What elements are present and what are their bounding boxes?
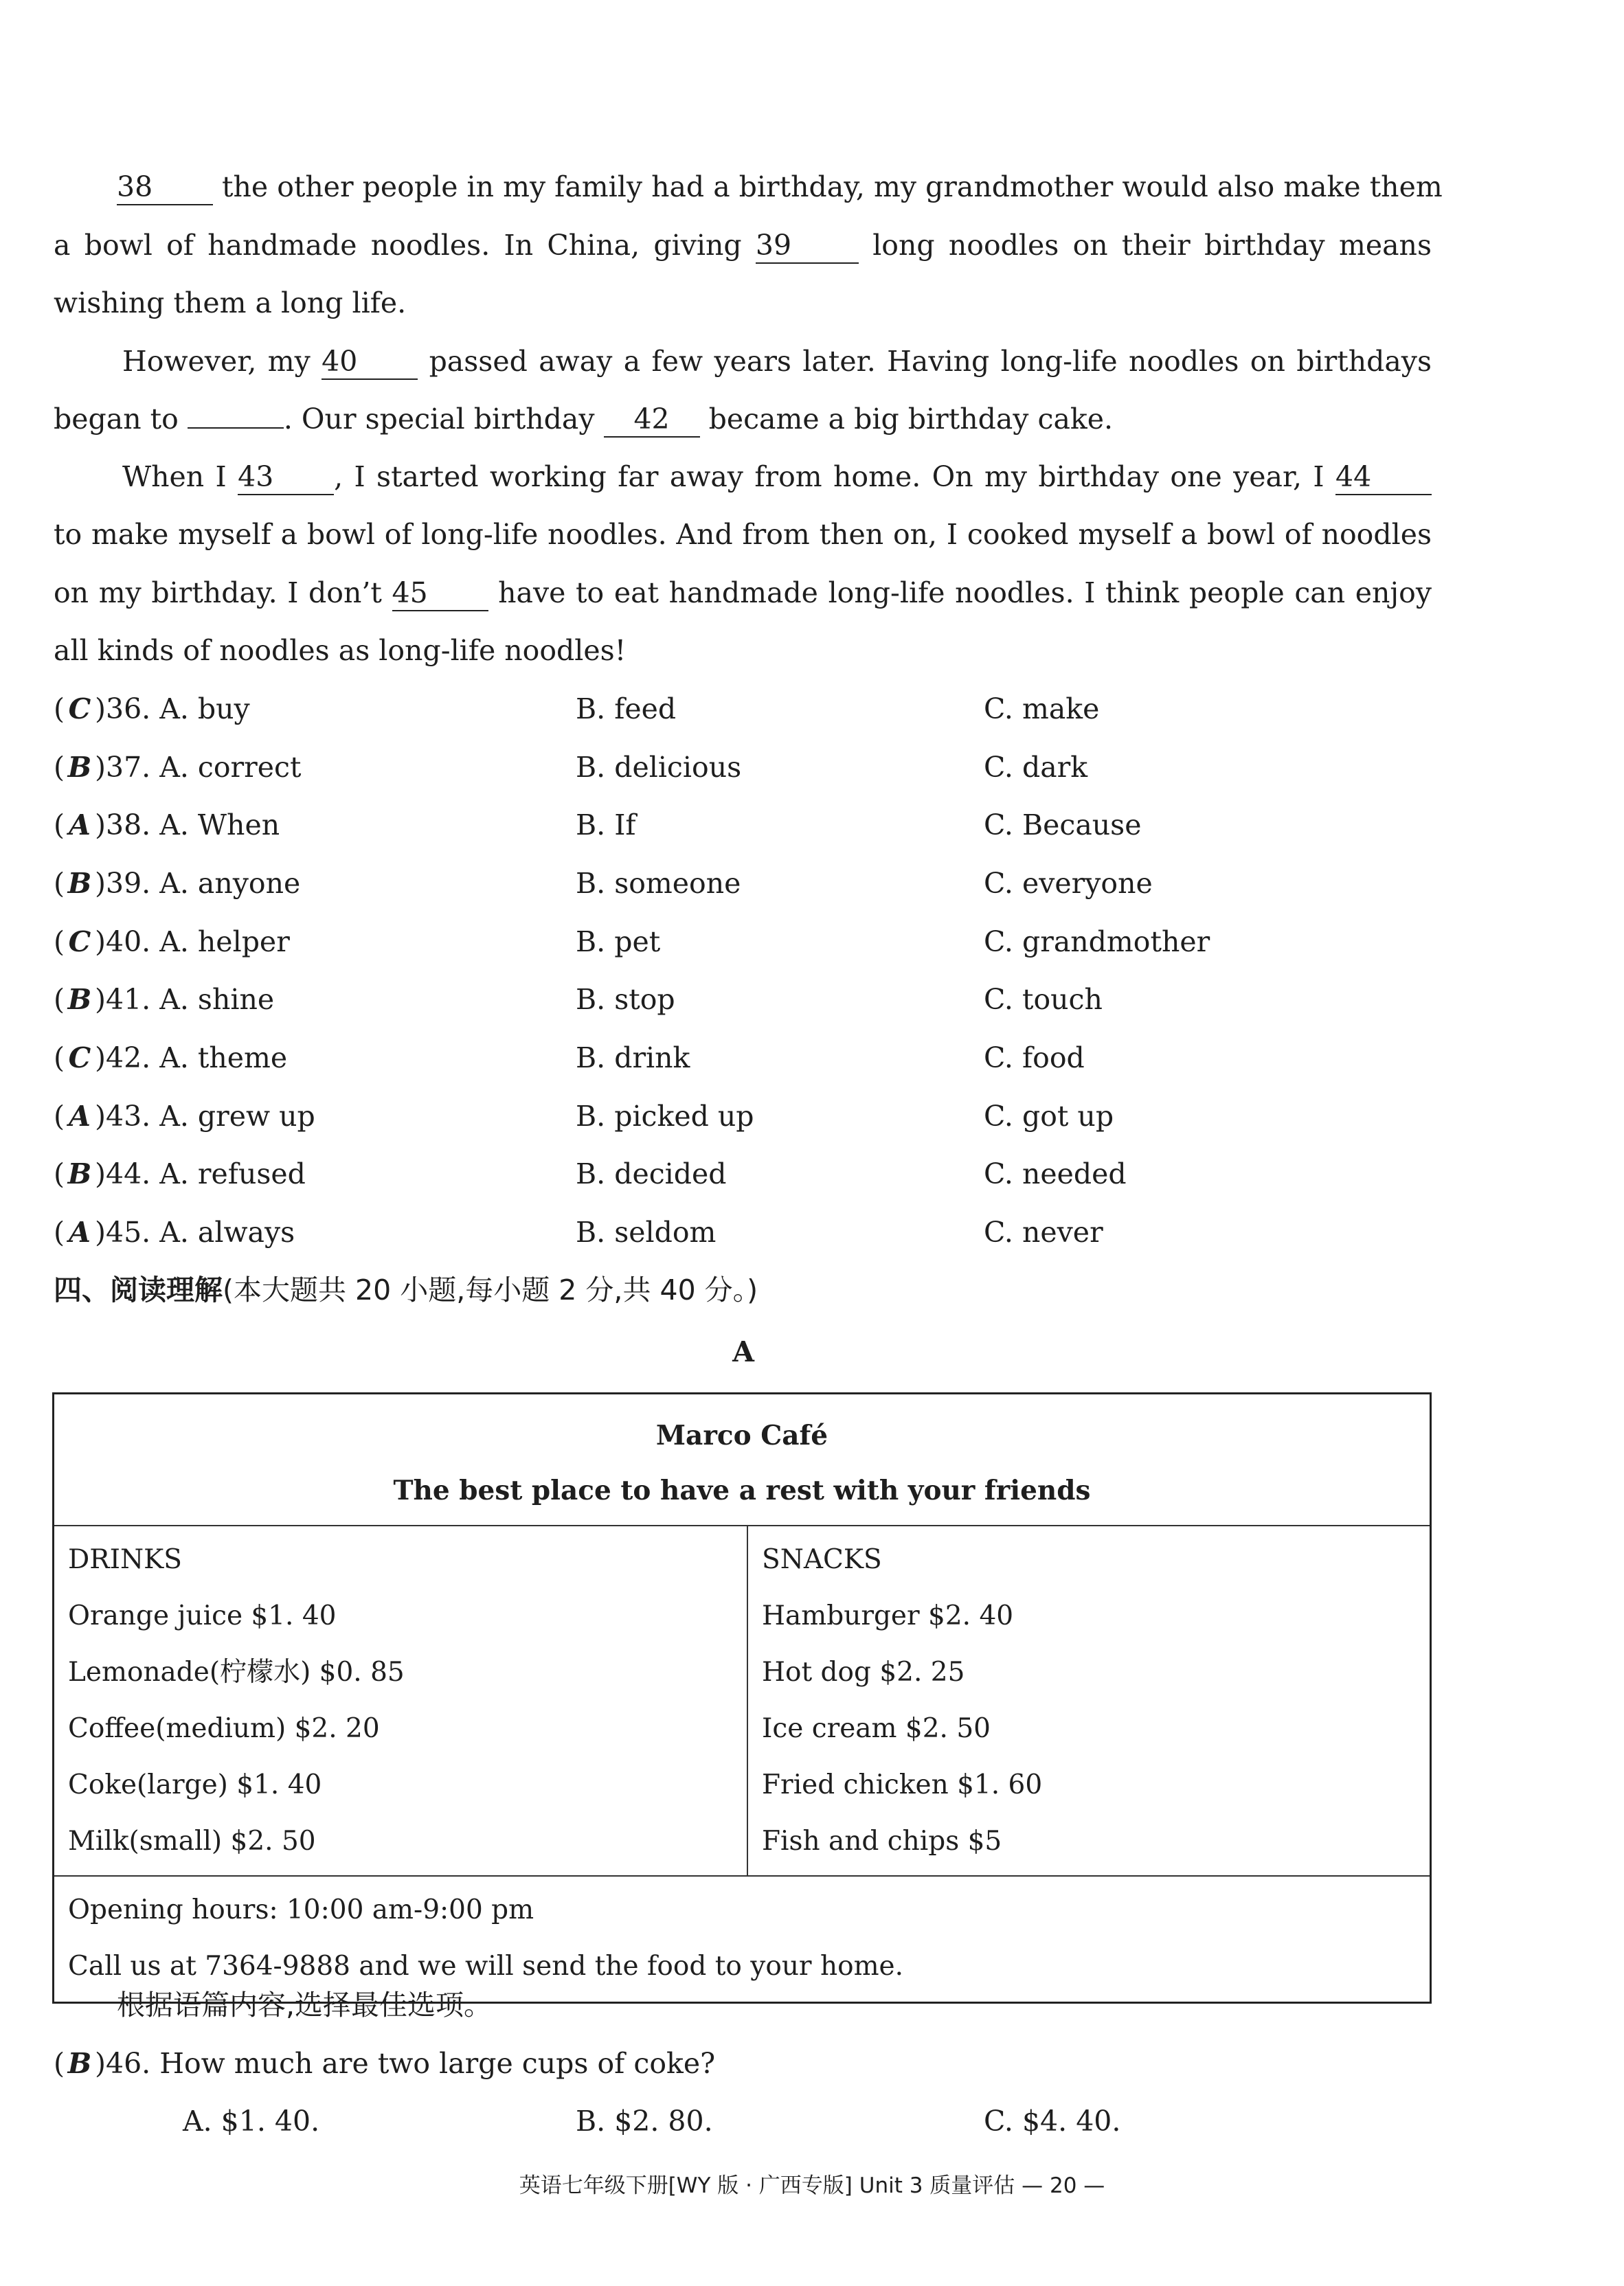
answer-mark: B (67, 983, 92, 1016)
answer-mark: C (68, 925, 91, 958)
passage-text: long noodles on their birthday means (872, 229, 1432, 262)
question-44: ( B )44. A. refused (54, 1153, 306, 1195)
passage-line-2 (54, 225, 1432, 266)
question-stem: )46. How much are two large cups of coke? (95, 2047, 716, 2080)
passage-line-5 (54, 398, 1432, 440)
drink-item: Coffee(medium) $2. 20 (68, 1713, 380, 1744)
question-45: ( A )45. A. always (54, 1212, 295, 1253)
question-36: ( C )36. A. buy (54, 688, 250, 729)
question-stem: )40. A. helper (95, 925, 290, 958)
passage-text: a bowl of handmade noodles. In China, giving (54, 229, 742, 262)
passage-line-4 (122, 341, 1432, 382)
snack-item: Fish and chips $5 (762, 1826, 1002, 1857)
blank-39: 39 (756, 228, 859, 264)
answer-mark: B (67, 2047, 92, 2080)
drink-item: Orange juice $1. 40 (68, 1600, 337, 1631)
page-footer: 英语七年级下册[WY 版 · 广西专版] Unit 3 质量评估 — 20 — (519, 2173, 1105, 2198)
option-b: B. $2. 80. (576, 2105, 713, 2138)
answer-mark: B (67, 1157, 92, 1190)
answer-mark: A (69, 1216, 91, 1249)
snacks-column (747, 1526, 1431, 1876)
answer-mark: A (69, 1100, 91, 1133)
blank-38: 38 (117, 170, 213, 205)
option-c: C. grandmother (984, 925, 1210, 958)
passage-line-6 (122, 456, 1432, 497)
option-b: B. drink (576, 1041, 690, 1074)
passage-line-8 (54, 572, 1432, 613)
option-c: C. dark (984, 751, 1088, 784)
cafe-menu-table (52, 1392, 1432, 2004)
question-41: ( B )41. A. shine (54, 979, 274, 1020)
option-b: B. someone (576, 867, 741, 900)
option-c: C. everyone (984, 867, 1153, 900)
option-c: C. never (984, 1216, 1103, 1249)
option-b: B. decided (576, 1157, 727, 1190)
passage-text: the other people in my family had a birthday, my grandmother would also make them (222, 170, 1443, 203)
question-39: ( B )39. A. anyone (54, 863, 300, 904)
blank-40: 40 (322, 344, 418, 380)
section-title: 四、阅读理解 (54, 1274, 223, 1306)
passage-text: passed away a few years later. Having long-life noodles on birthdays (429, 345, 1432, 378)
passage-text: have to eat handmade long-life noodles. I think people can enjoy (498, 576, 1432, 609)
question-stem: )42. A. theme (95, 1041, 288, 1074)
snack-item: Hot dog $2. 25 (762, 1657, 965, 1688)
option-c: C. touch (984, 983, 1103, 1016)
option-b: B. If (576, 808, 636, 841)
passage-line-9: all kinds of noodles as long-life noodles! (54, 634, 627, 667)
menu-footer (54, 1876, 1431, 2003)
section-description: (本大题共 20 小题,每小题 2 分,共 40 分。) (223, 1274, 758, 1306)
part-title: A (732, 1335, 754, 1368)
delivery-info: Call us at 7364-9888 and we will send the food to your home. (68, 1951, 904, 1982)
option-c: C. food (984, 1041, 1085, 1074)
blank-41 (188, 427, 284, 429)
passage-text: , I started working far away from home. On my birthday one year, I (334, 460, 1324, 493)
question-stem: )37. A. correct (95, 751, 302, 784)
drinks-header: DRINKS (68, 1544, 183, 1575)
opening-hours: Opening hours: 10:00 am-9:00 pm (68, 1894, 534, 1925)
question-43: ( A )43. A. grew up (54, 1096, 315, 1137)
passage-text: However, my (122, 345, 311, 378)
option-c: C. make (984, 692, 1100, 725)
passage-text: began to (54, 403, 179, 435)
answer-mark: C (68, 692, 91, 725)
question-stem: )41. A. shine (95, 983, 275, 1016)
drinks-column (54, 1526, 748, 1876)
passage-text: When I (122, 460, 227, 493)
question-stem: )45. A. always (95, 1216, 295, 1249)
question-38: ( A )38. A. When (54, 804, 280, 846)
passage-line-1 (117, 166, 1443, 207)
snack-item: Ice cream $2. 50 (762, 1713, 991, 1744)
option-b: B. delicious (576, 751, 742, 784)
question-stem: )39. A. anyone (95, 867, 301, 900)
question-stem: )38. A. When (95, 808, 280, 841)
drink-item: Lemonade(柠檬水) $0. 85 (68, 1657, 405, 1688)
passage-text: . Our special birthday (283, 403, 595, 435)
answer-mark: A (69, 808, 91, 841)
cafe-name: Marco Café (655, 1420, 828, 1451)
answer-mark: B (67, 867, 92, 900)
option-c: C. needed (984, 1157, 1127, 1190)
passage-line-7: to make myself a bowl of long-life noodles. And from then on, I cooked myself a bowl of noodles (54, 518, 1432, 551)
passage-text: became a big birthday cake. (708, 403, 1114, 435)
option-b: B. picked up (576, 1100, 754, 1133)
menu-header (54, 1394, 1431, 1526)
question-stem: )43. A. grew up (95, 1100, 315, 1133)
section-heading (54, 1269, 758, 1311)
question-stem: )44. A. refused (95, 1157, 306, 1190)
question-46: ( B )46. How much are two large cups of coke? (54, 2043, 715, 2084)
instruction: 根据语篇内容,选择最佳选项。 (117, 1989, 493, 2022)
snack-item: Hamburger $2. 40 (762, 1600, 1014, 1631)
question-stem: )36. A. buy (95, 692, 250, 725)
option-a: A. $1. 40. (183, 2105, 320, 2138)
answer-mark: B (67, 751, 92, 784)
option-c: C. got up (984, 1100, 1114, 1133)
question-37: ( B )37. A. correct (54, 747, 301, 788)
answer-mark: C (68, 1041, 91, 1074)
option-b: B. feed (576, 692, 677, 725)
blank-45: 45 (392, 576, 488, 611)
option-b: B. stop (576, 983, 675, 1016)
blank-42: 42 (604, 402, 700, 438)
cafe-slogan: The best place to have a rest with your friends (393, 1475, 1091, 1506)
option-b: B. seldom (576, 1216, 717, 1249)
blank-44: 44 (1335, 460, 1432, 495)
question-42: ( C )42. A. theme (54, 1037, 287, 1078)
blank-43: 43 (238, 460, 334, 495)
snacks-header: SNACKS (762, 1544, 882, 1575)
drink-item: Milk(small) $2. 50 (68, 1826, 316, 1857)
option-c: C. $4. 40. (984, 2105, 1121, 2138)
question-40: ( C )40. A. helper (54, 921, 290, 962)
passage-line-3: wishing them a long life. (54, 286, 407, 319)
passage-text: on my birthday. I don’t (54, 576, 382, 609)
snack-item: Fried chicken $1. 60 (762, 1769, 1043, 1800)
option-b: B. pet (576, 925, 661, 958)
option-c: C. Because (984, 808, 1142, 841)
drink-item: Coke(large) $1. 40 (68, 1769, 322, 1800)
